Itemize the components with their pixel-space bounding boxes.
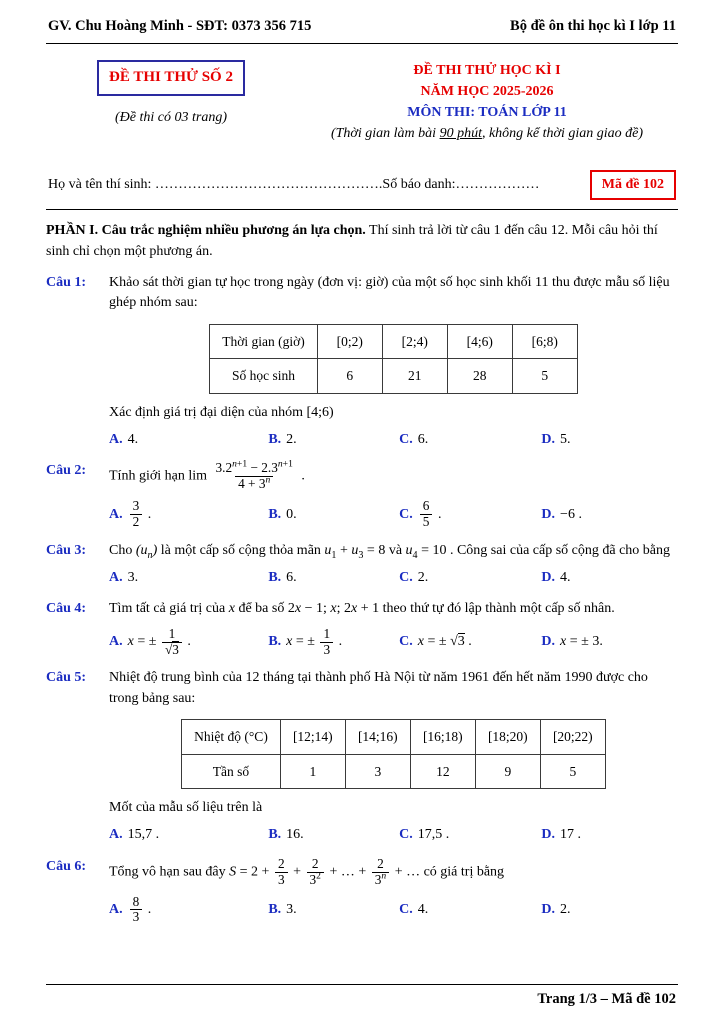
answer-text: 4. <box>417 902 429 918</box>
page-header <box>46 14 678 44</box>
section-heading-bold: PHẦN I. Câu trắc nghiệm nhiều phương án lựa chọn. <box>46 223 366 239</box>
answer-key: B. <box>268 506 282 522</box>
table-cell: [6;8) <box>512 324 577 359</box>
answer-text: 5. <box>560 431 571 447</box>
answer-option-a <box>109 568 268 588</box>
question-3-answers <box>109 568 678 588</box>
table-cell: Số học sinh <box>210 359 318 394</box>
answer-text: 3. <box>127 570 139 586</box>
answer-option-b <box>268 825 399 845</box>
teacher-info: GV. Chu Hoàng Minh - SĐT: 0373 356 715 <box>48 18 312 34</box>
answer-key: B. <box>268 902 282 918</box>
answer-text: 6. <box>417 431 429 447</box>
answer-option-d <box>541 825 678 845</box>
answer-option-d <box>541 430 678 450</box>
answer-key: D. <box>541 634 556 650</box>
table-cell: 5 <box>512 359 577 394</box>
question-3-text: Cho $(u_n)$ là một cấp số cộng thỏa mãn $u_1 + u_3 = 8$ và $u_4 = 10$ . Công sai của cấp số cộng đã cho bằng <box>109 542 671 561</box>
answer-key: D. <box>541 827 556 843</box>
answer-key: C. <box>399 827 413 843</box>
answer-option-a <box>109 430 268 450</box>
question-4 <box>46 599 678 657</box>
table-row <box>210 324 578 359</box>
table-cell: 9 <box>475 754 540 789</box>
answer-option-d <box>541 505 678 525</box>
answer-option-b <box>268 900 399 920</box>
question-5-subtext: Mốt của mẫu số liệu trên là <box>109 800 263 816</box>
question-4-label: Câu 4: <box>46 601 87 617</box>
table-cell: [18;20) <box>475 720 540 755</box>
question-5-table <box>181 719 606 789</box>
answer-option-a <box>109 895 268 926</box>
answer-option-c <box>399 900 541 920</box>
answer-text: 17 . <box>560 827 582 843</box>
table-cell: [12;14) <box>280 720 345 755</box>
table-cell: Tần số <box>182 754 281 789</box>
title-block <box>46 60 678 144</box>
answer-text: 2. <box>286 431 297 447</box>
table-cell: 12 <box>410 754 475 789</box>
answer-text: x = ± $\frac{1}{√3}$ . <box>127 625 191 657</box>
answer-option-a <box>109 499 268 530</box>
answer-key: A. <box>109 506 123 522</box>
table-cell: 6 <box>317 359 382 394</box>
answer-option-c <box>399 568 541 588</box>
answer-option-d <box>541 568 678 588</box>
question-2-body <box>109 458 678 530</box>
answer-text: $\frac{6}{5}$ . <box>418 507 442 522</box>
exam-code-box: Mã đề 102 <box>590 170 676 200</box>
table-row <box>182 754 606 789</box>
answer-key: D. <box>541 506 556 522</box>
title-right-column <box>296 60 678 144</box>
question-1-label: Câu 1: <box>46 274 87 290</box>
answer-key: A. <box>109 902 123 918</box>
answer-option-b <box>268 627 399 658</box>
answer-option-d <box>541 632 678 652</box>
question-1-subtext: Xác định giá trị đại diện của nhóm [4;6) <box>109 404 334 420</box>
table-row <box>182 720 606 755</box>
table-row <box>210 359 578 394</box>
answer-key: D. <box>541 431 556 447</box>
answer-option-c <box>399 825 541 845</box>
answer-option-c <box>399 632 541 652</box>
exam-number-box: ĐỀ THI THỬ SỐ 2 <box>97 60 245 96</box>
question-1 <box>46 273 678 450</box>
answer-text: −6 . <box>560 506 582 522</box>
answer-text: x = ± 3. <box>560 634 603 650</box>
table-cell: [16;18) <box>410 720 475 755</box>
question-1-table <box>209 324 578 394</box>
table-cell: 3 <box>345 754 410 789</box>
question-1-answers <box>109 430 678 450</box>
question-2-label: Câu 2: <box>46 463 87 479</box>
answer-key: D. <box>541 570 556 586</box>
answer-option-a <box>109 627 268 658</box>
question-1-text: Khảo sát thời gian tự học trong ngày (đơn vị: giờ) của một số học sinh khối 11 thu được mẫu số liệu ghép nhóm sau: <box>109 274 670 311</box>
section-heading <box>46 221 678 262</box>
answer-option-a <box>109 825 268 845</box>
table-cell: Nhiệt độ (°C) <box>182 720 281 755</box>
exam-duration-line: (Thời gian làm bài 90 phút, không kể thời gian giao đề) <box>330 126 644 142</box>
exam-title-line2: NĂM HỌC 2025-2026 <box>420 84 554 100</box>
student-name-line: Họ và tên thí sinh: ………………………………………….Số báo danh:……………… <box>48 177 540 193</box>
answer-key: A. <box>109 570 123 586</box>
question-6-answers <box>109 895 678 926</box>
question-3-body <box>109 541 678 589</box>
answer-text: 2. <box>417 570 429 586</box>
answer-text: 17,5 . <box>417 827 450 843</box>
title-left-column <box>46 60 296 144</box>
answer-key: B. <box>268 634 282 650</box>
answer-key: B. <box>268 431 282 447</box>
answer-text: x = ± √3 . <box>417 634 472 650</box>
table-cell: 1 <box>280 754 345 789</box>
answer-text: 15,7 . <box>127 827 160 843</box>
pages-note: (Đề thi có 03 trang) <box>115 109 227 125</box>
question-6-text: Tổng vô hạn sau đây S = 2 + $\frac{2}{3}$ + $\frac{2}{3^2}$ + … + $\frac{2}{3^n}$ + … có giá trị bằng <box>109 855 505 887</box>
question-2-answers <box>109 499 678 530</box>
answer-option-c <box>399 430 541 450</box>
question-4-text: Tìm tất cả giá trị của x để ba số 2x − 1; x; 2x + 1 theo thứ tự đó lập thành một cấp số nhân. <box>109 601 615 617</box>
question-5 <box>46 668 678 845</box>
exam-title-line1: ĐỀ THI THỬ HỌC KÌ I <box>413 63 561 79</box>
question-5-text: Nhiệt độ trung bình của 12 tháng tại thành phố Hà Nội từ năm 1961 đến hết năm 1990 được cho trong bảng sau: <box>109 670 648 706</box>
question-5-answers <box>109 825 678 845</box>
table-cell: [4;6) <box>447 324 512 359</box>
answer-key: D. <box>541 902 556 918</box>
question-3-label: Câu 3: <box>46 542 87 558</box>
table-cell: [20;22) <box>540 720 605 755</box>
answer-key: B. <box>268 570 282 586</box>
answer-text: 2. <box>560 902 571 918</box>
question-2 <box>46 458 678 530</box>
table-cell: 28 <box>447 359 512 394</box>
section-heading-rest: Thí sinh trả lời từ câu 1 đến câu 12. Mỗi câu hỏi thí sinh chỉ chọn một phương án. <box>46 223 658 259</box>
answer-key: B. <box>268 827 282 843</box>
answer-key: C. <box>399 634 413 650</box>
page-footer <box>46 984 678 1016</box>
answer-option-d <box>541 900 678 920</box>
answer-text: 4. <box>560 570 571 586</box>
question-1-body <box>109 273 678 450</box>
answer-text: $\frac{3}{2}$ . <box>128 507 152 522</box>
table-cell: 5 <box>540 754 605 789</box>
table-cell: [14;16) <box>345 720 410 755</box>
answer-text: 16. <box>286 827 304 843</box>
answer-key: C. <box>399 431 413 447</box>
answer-key: C. <box>399 570 413 586</box>
answer-text: x = ± $\frac{1}{3}$ . <box>286 625 343 657</box>
answer-option-b <box>268 505 399 525</box>
series-title: Bộ đề ôn thi học kì I lớp 11 <box>510 18 676 34</box>
answer-text: 6. <box>286 570 297 586</box>
question-2-text: Tính giới hạn lim $\frac{3.2^{n+1} - 2.3^{n+1}}{4 + 3^n}$ . <box>109 458 305 492</box>
page-number: Trang 1/3 – Mã đề 102 <box>537 990 676 1007</box>
answer-text: $\frac{8}{3}$ . <box>128 902 152 917</box>
answer-text: 0. <box>286 506 297 522</box>
table-cell: 21 <box>382 359 447 394</box>
answer-key: A. <box>109 431 123 447</box>
table-cell: [0;2) <box>317 324 382 359</box>
question-4-answers <box>109 627 678 658</box>
question-5-body <box>109 668 678 845</box>
question-4-body <box>109 599 678 657</box>
question-3 <box>46 541 678 589</box>
student-row <box>46 170 678 200</box>
exam-subject-line: MÔN THI: TOÁN LỚP 11 <box>407 105 567 121</box>
question-5-label: Câu 5: <box>46 670 87 686</box>
question-6 <box>46 857 678 926</box>
answer-option-b <box>268 430 399 450</box>
question-6-label: Câu 6: <box>46 858 87 874</box>
divider-line <box>46 209 678 210</box>
answer-option-c <box>399 499 541 530</box>
question-6-body <box>109 857 678 926</box>
answer-key: C. <box>399 506 413 522</box>
table-cell: Thời gian (giờ) <box>210 324 318 359</box>
answer-text: 3. <box>286 902 297 918</box>
answer-key: C. <box>399 902 413 918</box>
table-cell: [2;4) <box>382 324 447 359</box>
answer-key: A. <box>109 634 123 650</box>
answer-text: 4. <box>127 431 139 447</box>
answer-option-b <box>268 568 399 588</box>
answer-key: A. <box>109 827 123 843</box>
